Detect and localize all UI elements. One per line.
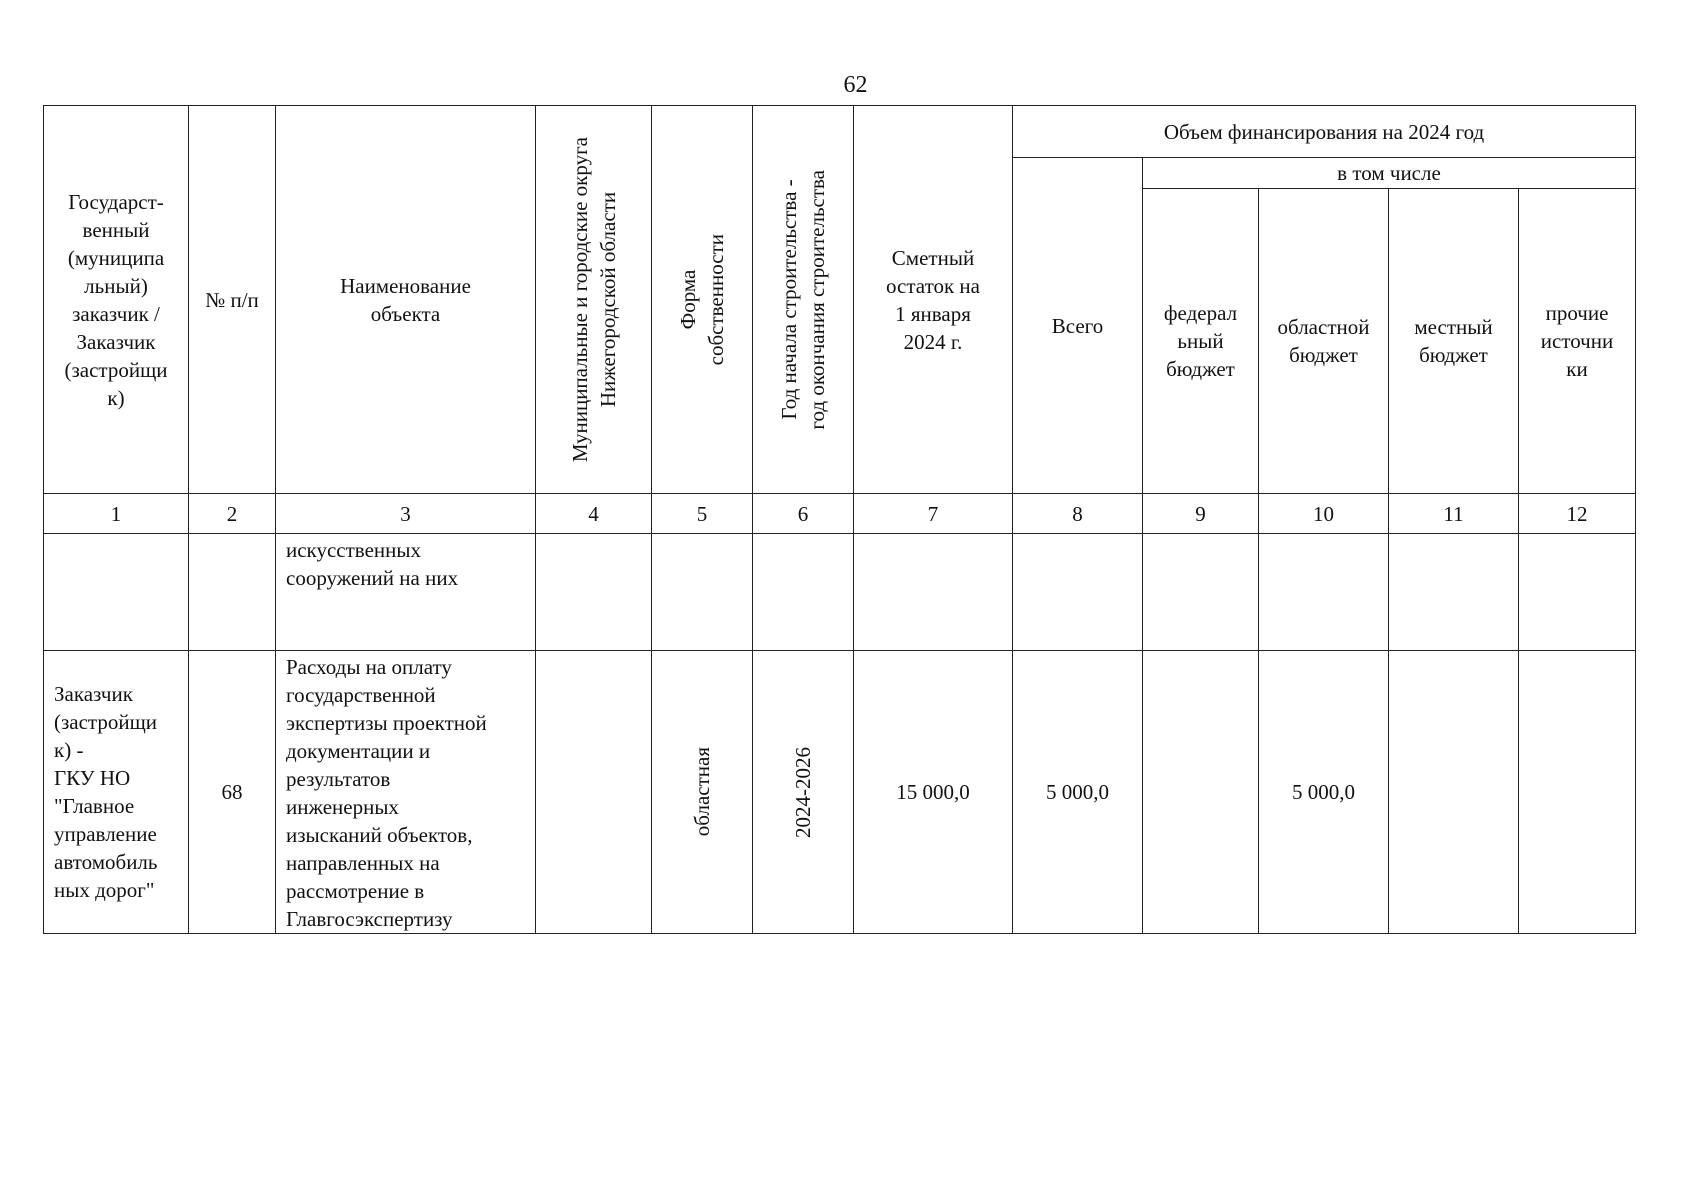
object-name-cell: искусственных сооружений на них bbox=[276, 534, 536, 651]
district-cell bbox=[536, 534, 652, 651]
column-number: 7 bbox=[854, 494, 1013, 534]
column-number: 9 bbox=[1143, 494, 1259, 534]
other-cell bbox=[1519, 651, 1636, 934]
ownership-cell bbox=[652, 534, 753, 651]
table-row bbox=[44, 534, 1636, 651]
customer-cell bbox=[44, 534, 189, 651]
header-other: прочие источни ки bbox=[1519, 189, 1636, 494]
header-ownership-label: Форма собственности bbox=[676, 233, 728, 366]
number-cell: 68 bbox=[189, 651, 276, 934]
local-cell bbox=[1389, 534, 1519, 651]
header-ownership bbox=[652, 106, 753, 494]
header-years-label: Год начала строительства - год окончания строительства bbox=[777, 169, 829, 430]
column-number: 8 bbox=[1013, 494, 1143, 534]
other-cell bbox=[1519, 534, 1636, 651]
page-number: 62 bbox=[843, 72, 868, 98]
local-cell bbox=[1389, 651, 1519, 934]
total-cell bbox=[1013, 534, 1143, 651]
years-cell bbox=[753, 534, 854, 651]
total-cell: 5 000,0 bbox=[1013, 651, 1143, 934]
federal-cell bbox=[1143, 651, 1259, 934]
column-number: 4 bbox=[536, 494, 652, 534]
customer-cell: Заказчик (застройщи к) - ГКУ НО "Главное управление автомобиль ных дорог" bbox=[44, 651, 189, 934]
estimate-balance-cell: 15 000,0 bbox=[854, 651, 1013, 934]
column-number-row bbox=[44, 494, 1636, 534]
table-row bbox=[44, 651, 1636, 934]
column-number: 11 bbox=[1389, 494, 1519, 534]
header-federal: федерал ьный бюджет bbox=[1143, 189, 1259, 494]
header-local: местный бюджет bbox=[1389, 189, 1519, 494]
header-row-1 bbox=[44, 106, 1636, 158]
column-number: 3 bbox=[276, 494, 536, 534]
estimate-balance-cell bbox=[854, 534, 1013, 651]
column-number: 5 bbox=[652, 494, 753, 534]
column-number: 2 bbox=[189, 494, 276, 534]
number-cell bbox=[189, 534, 276, 651]
financing-table bbox=[43, 105, 1636, 934]
regional-cell bbox=[1259, 534, 1389, 651]
header-total: Всего bbox=[1013, 158, 1143, 494]
object-name-cell: Расходы на оплату государственной экспертизы проектной документации и результатов инженерных изысканий объектов, направленных на рассмотрение в Главгосэкспертизу bbox=[276, 651, 536, 934]
years-cell bbox=[753, 651, 854, 934]
header-object-name: Наименование объекта bbox=[276, 106, 536, 494]
district-cell bbox=[536, 651, 652, 934]
column-number: 6 bbox=[753, 494, 854, 534]
years-value: 2024-2026 bbox=[791, 746, 815, 838]
ownership-value: областная bbox=[690, 747, 714, 837]
regional-cell: 5 000,0 bbox=[1259, 651, 1389, 934]
header-including: в том числе bbox=[1143, 158, 1636, 189]
header-number: № п/п bbox=[189, 106, 276, 494]
federal-cell bbox=[1143, 534, 1259, 651]
header-district-label: Муниципальные и городские округа Нижегородской области bbox=[567, 136, 620, 463]
header-estimate-balance: Сметный остаток на 1 января 2024 г. bbox=[854, 106, 1013, 494]
column-number: 1 bbox=[44, 494, 189, 534]
header-district bbox=[536, 106, 652, 494]
ownership-cell bbox=[652, 651, 753, 934]
header-financing-title: Объем финансирования на 2024 год bbox=[1013, 106, 1636, 158]
header-customer: Государст- венный (муниципа льный) заказчик / Заказчик (застройщи к) bbox=[44, 106, 189, 494]
column-number: 10 bbox=[1259, 494, 1389, 534]
header-years bbox=[753, 106, 854, 494]
header-regional: областной бюджет bbox=[1259, 189, 1389, 494]
column-number: 12 bbox=[1519, 494, 1636, 534]
